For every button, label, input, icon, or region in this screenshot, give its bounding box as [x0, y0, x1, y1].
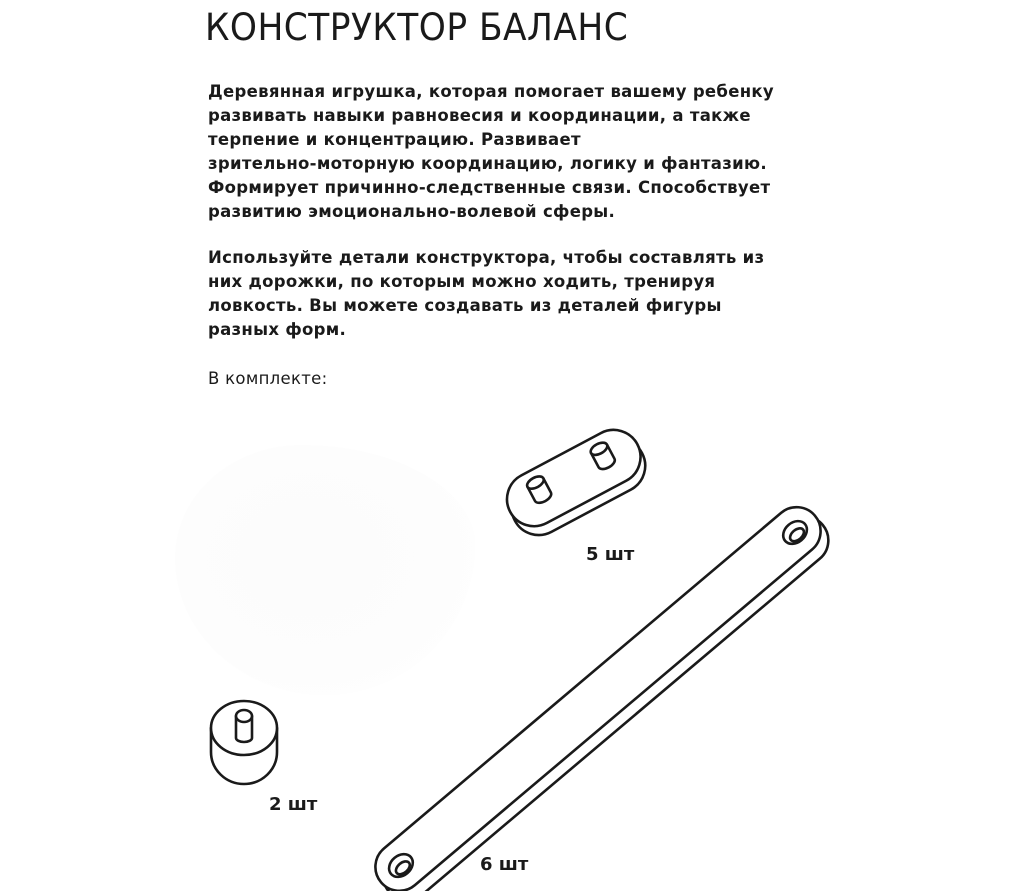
text-line: развитию эмоционально-волевой сферы. [208, 202, 616, 221]
text-line: них дорожки, по которым можно ходить, тренируя [208, 272, 716, 291]
text-line: терпение и концентрацию. Развивает [208, 130, 581, 149]
text-line: ловкость. Вы можете создавать из деталей фигуры [208, 296, 722, 315]
round-base-illustration [211, 701, 277, 784]
kit-label: В комплекте: [208, 369, 328, 388]
text-line: Деревянная игрушка, которая помогает вашему ребенку [208, 82, 774, 101]
text-line: Используйте детали конструктора, чтобы составлять из [208, 248, 765, 267]
connector-count: 5 шт [586, 544, 635, 565]
page-title: КОНСТРУКТОР БАЛАНС [205, 6, 629, 49]
text-line: разных форм. [208, 320, 347, 339]
text-line: зрительно-моторную координацию, логику и фантазию. [208, 154, 767, 173]
text-line: Формирует причинно-следственные связи. Способствует [208, 178, 771, 197]
plank-count: 6 шт [480, 854, 529, 875]
round-base-count: 2 шт [269, 794, 318, 815]
connector-piece-illustration [498, 420, 655, 544]
text-line: развивать навыки равновесия и координации, а также [208, 106, 751, 125]
